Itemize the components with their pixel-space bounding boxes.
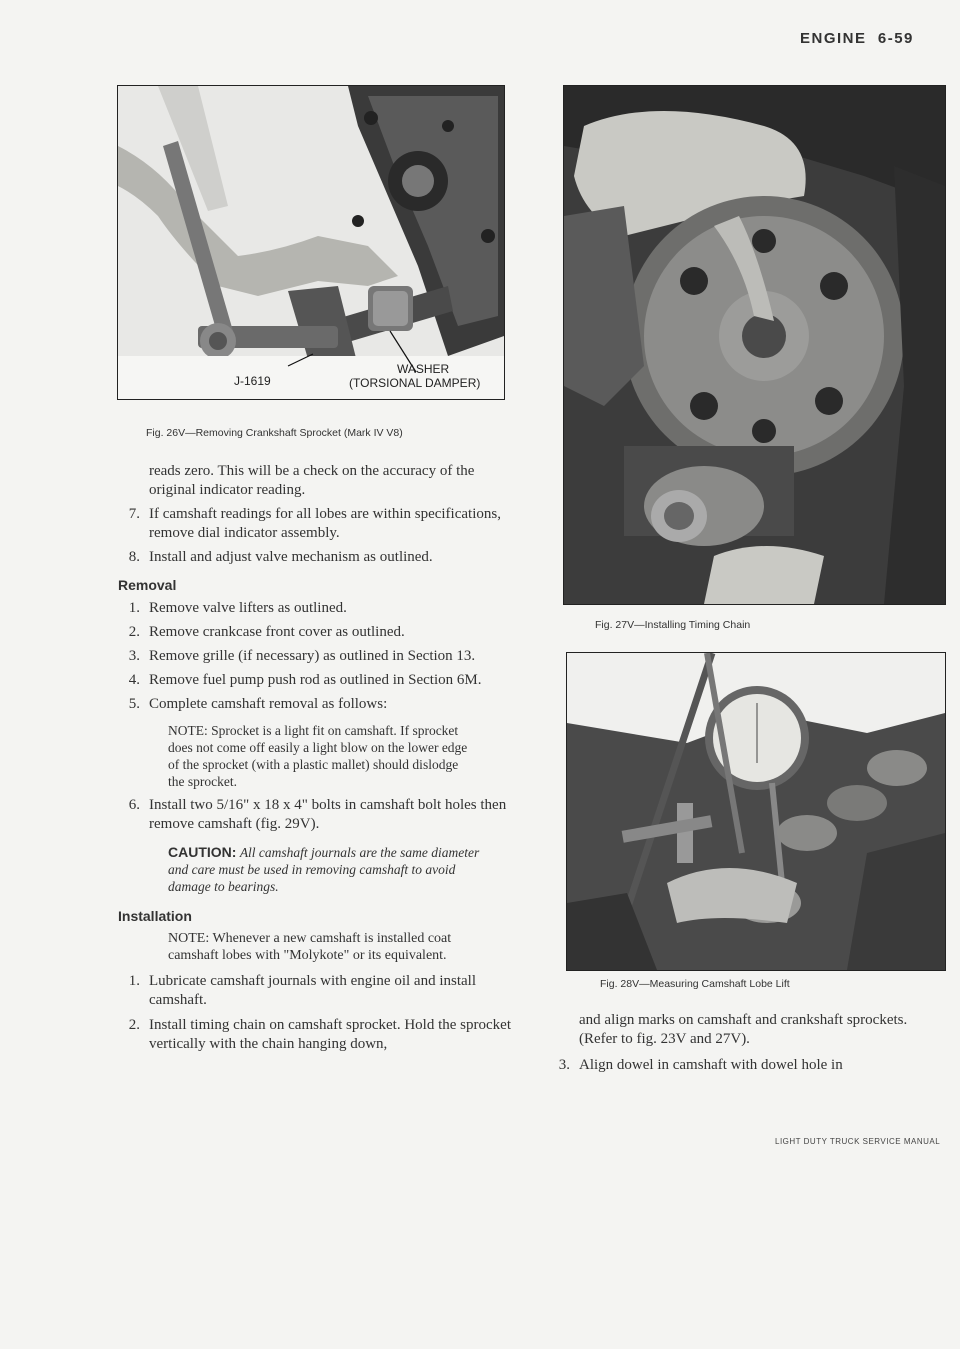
caution-text: All camshaft journals are the same diameter and care must be used in removing camshaft to avoid damage to bearings.: [168, 845, 480, 894]
step-number: 1.: [128, 600, 140, 616]
note-sprocket: NOTE: Sprocket is a light fit on camshaft. If sprocket does not come off easily a light blow on the lower edge of the sprocket (with a plastic mallet) should dislodge the sprocket.: [168, 723, 468, 789]
removal-step-2: [118, 623, 516, 642]
install-step-3: [548, 1056, 946, 1075]
step-7: [118, 505, 516, 543]
left-column: [118, 462, 516, 1054]
fig26-caption: Fig. 26V—Removing Crankshaft Sprocket (Mark IV V8): [146, 427, 403, 439]
fig27-caption: Fig. 27V—Installing Timing Chain: [595, 619, 751, 631]
step-text: Lubricate camshaft journals with engine oil and install camshaft.: [149, 973, 476, 1008]
fig27-photo: [563, 85, 946, 605]
step-number: 3.: [558, 1057, 570, 1073]
removal-heading: Removal: [118, 577, 177, 593]
removal-step-3: [118, 647, 516, 666]
fig26-label-damper: (TORSIONAL DAMPER): [349, 376, 481, 390]
intro-paragraph: reads zero. This will be a check on the accuracy of the original indicator reading.: [149, 463, 475, 498]
step-text: Install timing chain on camshaft sprocket. Hold the sprocket vertically with the chain hanging down,: [149, 1017, 511, 1052]
step-text: Align dowel in camshaft with dowel hole in: [579, 1057, 843, 1073]
step-number: 8.: [128, 549, 140, 565]
step-number: 5.: [128, 696, 140, 712]
note-molykote: NOTE: Whenever a new camshaft is installed coat camshaft lobes with "Molykote" or its equivalent.: [168, 931, 452, 963]
step-number: 2.: [128, 1017, 140, 1033]
step-number: 3.: [128, 648, 140, 664]
fig28-photo: [566, 652, 946, 971]
step-number: 7.: [128, 506, 140, 522]
step-number: 4.: [128, 672, 140, 688]
step-text: Remove valve lifters as outlined.: [149, 600, 347, 616]
fig26-label-tool: J-1619: [234, 374, 271, 388]
removal-step-4: [118, 671, 516, 690]
fig28-caption: Fig. 28V—Measuring Camshaft Lobe Lift: [600, 978, 790, 990]
install-step-2: [118, 1016, 516, 1054]
page-header: [800, 30, 914, 47]
step-text: Complete camshaft removal as follows:: [149, 696, 388, 712]
installation-heading: Installation: [118, 908, 192, 924]
step-text: Install and adjust valve mechanism as outlined.: [149, 549, 433, 565]
fig26-photo: [117, 85, 505, 400]
step-text: If camshaft readings for all lobes are within specifications, remove dial indicator assembly.: [149, 506, 501, 541]
step-number: 1.: [128, 973, 140, 989]
step-text: Remove fuel pump push rod as outlined in Section 6M.: [149, 672, 482, 688]
right-column: [548, 1011, 946, 1075]
continued-paragraph: and align marks on camshaft and crankshaft sprockets. (Refer to fig. 23V and 27V).: [579, 1012, 908, 1047]
step-number: 6.: [128, 797, 140, 813]
step-8: [118, 548, 516, 567]
step-text: Install two 5/16" x 18 x 4" bolts in camshaft bolt holes then remove camshaft (fig. 29V).: [149, 797, 507, 832]
section-title: ENGINE: [800, 30, 867, 47]
removal-step-6: [118, 796, 516, 834]
install-step-1: [118, 972, 516, 1010]
step-text: Remove crankcase front cover as outlined.: [149, 624, 405, 640]
step-text: Remove grille (if necessary) as outlined in Section 13.: [149, 648, 476, 664]
footer-manual-title: LIGHT DUTY TRUCK SERVICE MANUAL: [775, 1137, 941, 1146]
removal-step-1: [118, 599, 516, 618]
caution-label: CAUTION:: [168, 844, 237, 860]
caution-block: [168, 844, 486, 895]
step-number: 2.: [128, 624, 140, 640]
fig26-label-washer: WASHER: [397, 362, 450, 376]
removal-step-5: [118, 695, 516, 714]
page-number: 6-59: [877, 30, 914, 47]
